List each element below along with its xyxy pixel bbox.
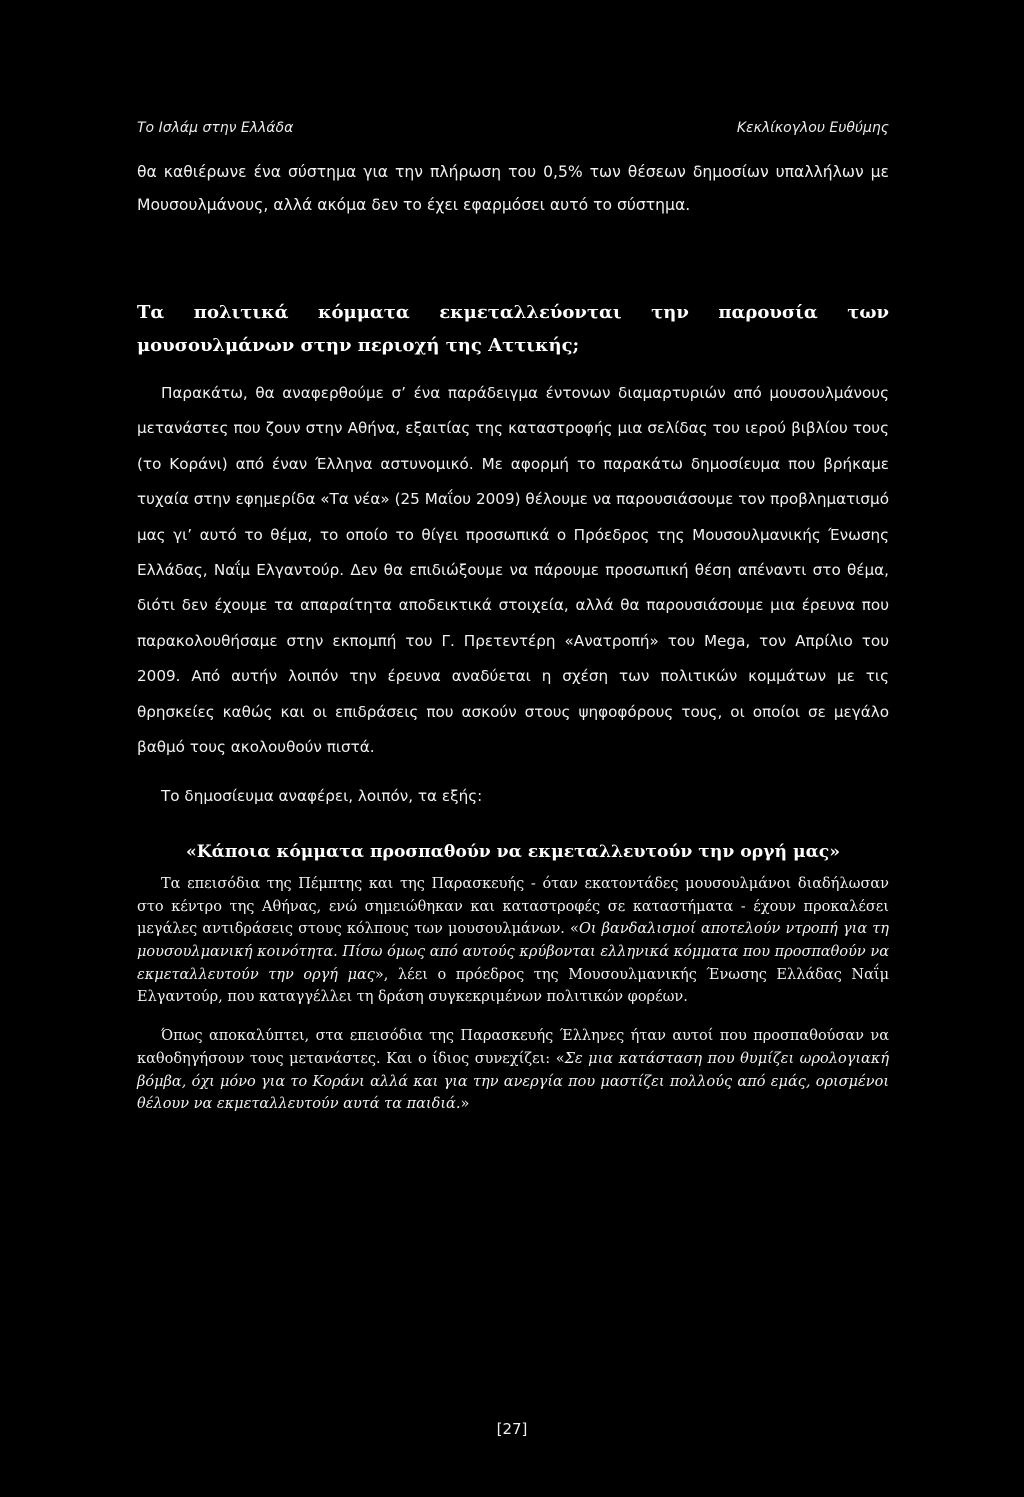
header-book-title: Το Ισλάμ στην Ελλάδα xyxy=(137,120,294,136)
intro-paragraph: θα καθιέρωνε ένα σύστημα για την πλήρωση του 0,5% των θέσεων δημοσίων υπαλλήλων με Μουσουλμάνους, αλλά ακόμα δεν το έχει εφαρμόσει αυτό το σύστημα. xyxy=(137,163,889,214)
page-number: [27] xyxy=(496,1420,528,1438)
quote1-text-b: », λέει ο πρόεδρος της Μουσουλμανικής Ένωσης Ελλάδας Ναΐμ Ελγαντούρ, που καταγγέλλει τη δράση συγκεκριμένων πολιτικών φορέων. xyxy=(137,966,889,1006)
document-page xyxy=(137,118,889,1116)
section-heading: Τα πολιτικά κόμματα εκμεταλλεύονται την παρουσία των μουσουλμάνων στην περιοχή της Αττικής; xyxy=(137,302,889,356)
quote2-text-b: » xyxy=(460,1096,470,1113)
quote2-italic: Σε μια κατάσταση που θυμίζει ωρολογιακή βόμβα, όχι μόνο για το Κοράνι αλλά και για την ανεργία που μαστίζει πολλούς από εμάς, ορισμένοι θέλουν να εκμεταλλευτούν αυτά τα παιδιά. xyxy=(137,1050,890,1113)
quote2-text-a: Όπως αποκαλύπτει, στα επεισόδια της Παρασκευής Έλληνες ήταν αυτοί που προσπαθούσαν να καθοδηγήσουν τους μετανάστες. Και ο ίδιος συνεχίζει: « xyxy=(137,1028,889,1067)
body-paragraph-1: Παρακάτω, θα αναφερθούμε σ’ ένα παράδειγμα έντονων διαμαρτυριών από μουσουλμάνους μετανάστες που ζουν στην Αθήνα, εξαιτίας της καταστροφής μια σελίδας του ιερού βιβλίου τους (το Κοράνι) από έναν Έλληνα αστυνομικό. Με αφορμή το παρακάτω δημοσίευμα που βρήκαμε τυχαία στην εφημερίδα «Τα νέα» (25 Μαΐου 2009) θέλουμε να παρουσιάσουμε τον προβληματισμό μας γι’ αυτό το θέμα, το οποίο το θίγει προσωπικά ο Πρόεδρος της Μουσουλμανικής Ένωσης Ελλάδας, Ναΐμ Ελγαντούρ. Δεν θα επιδιώξουμε να πάρουμε προσωπική θέση απέναντι στο θέμα, διότι δεν έχουμε τα απαραίτητα αποδεικτικά στοιχεία, αλλά θα παρουσιάσουμε μια έρευνα που παρακολουθήσαμε στην εκπομπή του Γ. Πρετεντέρη «Ανατροπή» του Mega, τον Απρίλιο του 2009. Από αυτήν λοιπόν την έρευνα αναδύεται η σχέση των πολιτικών κομμάτων με τις θρησκείες καθώς και οι επιδράσεις που ασκούν στους ψηφοφόρους τους, οι οποίοι σε μεγάλο βαθμό τους ακολουθούν πιστά. xyxy=(137,384,889,757)
quote-paragraph-2 xyxy=(137,1025,889,1116)
body-paragraph-2: Το δημοσίευμα αναφέρει, λοιπόν, τα εξής: xyxy=(161,787,483,806)
quote1-italic: Οι βανδαλισμοί αποτελούν ντροπή για τη μουσουλμανική κοινότητα. Πίσω όμως από αυτούς κρύβονται ελληνικά κόμματα που προσπαθούν να εκμεταλλευτούν την οργή μας xyxy=(137,921,889,983)
header-author: Κεκλίκογλου Ευθύμης xyxy=(736,120,889,136)
quote-title: «Κάποια κόμματα προσπαθούν να εκμεταλλευτούν την οργή μας» xyxy=(185,841,841,862)
quote1-text-a: Τα επεισόδια της Πέμπτης και της Παρασκευής - όταν εκατοντάδες μουσουλμάνοι διαδήλωσαν στο κέντρο της Αθήνας, ενώ σημειώθηκαν και καταστροφές σε καταστήματα - έχουν προκαλέσει μεγάλες αντιδράσεις στους κόλπους των μουσουλμάνων. « xyxy=(137,875,889,938)
running-header xyxy=(137,118,889,138)
quote-paragraph-1 xyxy=(137,873,889,1009)
